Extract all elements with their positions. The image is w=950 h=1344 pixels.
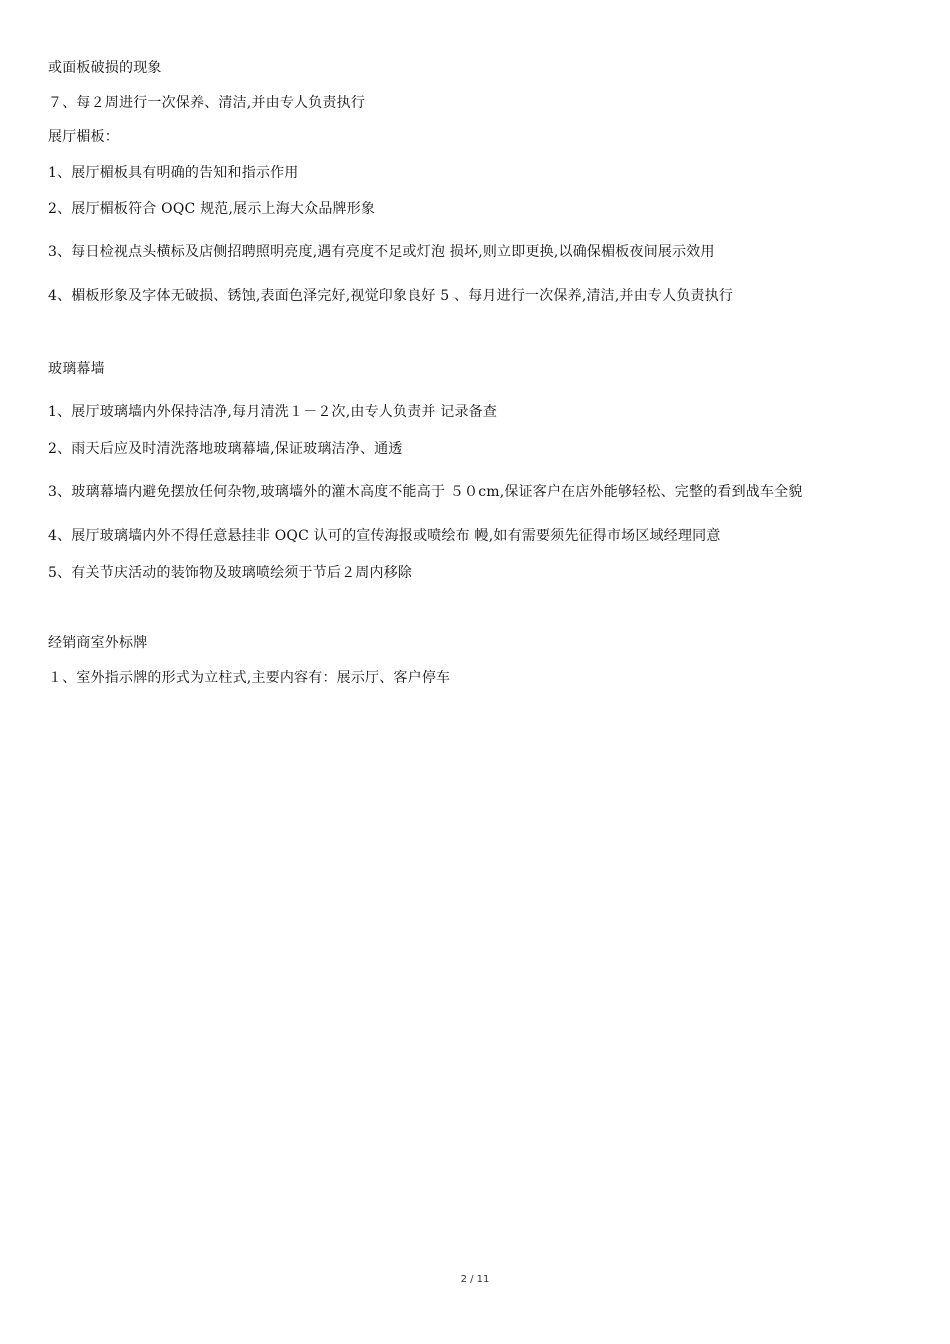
paragraph-line: 3、每日检视点头横标及店侧招聘照明亮度,遇有亮度不足或灯泡 损坏,则立即更换,以确保楣板夜间展示效用 bbox=[48, 244, 715, 260]
section-heading-outdoor-signage: 经销商室外标牌 bbox=[48, 635, 148, 651]
section-heading-lintel-board: 展厅楣板： bbox=[48, 129, 119, 145]
paragraph-line: 2、雨天后应及时清洗落地玻璃幕墙,保证玻璃洁净、通透 bbox=[48, 441, 403, 457]
paragraph-line: 1、展厅楣板具有明确的告知和指示作用 bbox=[48, 165, 299, 181]
paragraph-line: 3、玻璃幕墙内避免摆放任何杂物,玻璃墙外的灌木高度不能高于 ５０cm,保证客户在店外能够轻松、完整的看到战车全貌 bbox=[48, 484, 803, 500]
page-number: 2 / 11 bbox=[460, 1274, 490, 1285]
paragraph-line: 或面板破损的现象 bbox=[48, 60, 162, 76]
paragraph-line: 4、展厅玻璃墙内外不得任意悬挂非 OQC 认可的宣传海报或喷绘布 幔,如有需要须先征得市场区域经理同意 bbox=[48, 528, 721, 544]
section-heading-glass-curtain-wall: 玻璃幕墙 bbox=[48, 361, 105, 377]
paragraph-line: 2、展厅楣板符合 OQC 规范,展示上海大众品牌形象 bbox=[48, 201, 376, 217]
paragraph-line: １、室外指示牌的形式为立柱式,主要内容有：展示厅、客户停车 bbox=[48, 670, 451, 686]
paragraph-line: 1、展厅玻璃墙内外保持洁净,每月清洗１－２次,由专人负责并 记录备查 bbox=[48, 404, 498, 420]
paragraph-line: ７、每２周进行一次保养、清洁,并由专人负责执行 bbox=[48, 95, 366, 111]
paragraph-line: 4、楣板形象及字体无破损、锈蚀,表面色泽完好,视觉印象良好 5 、每月进行一次保养,清洁,并由专人负责执行 bbox=[48, 288, 734, 304]
paragraph-line: 5、有关节庆活动的装饰物及玻璃喷绘须于节后２周内移除 bbox=[48, 565, 413, 581]
